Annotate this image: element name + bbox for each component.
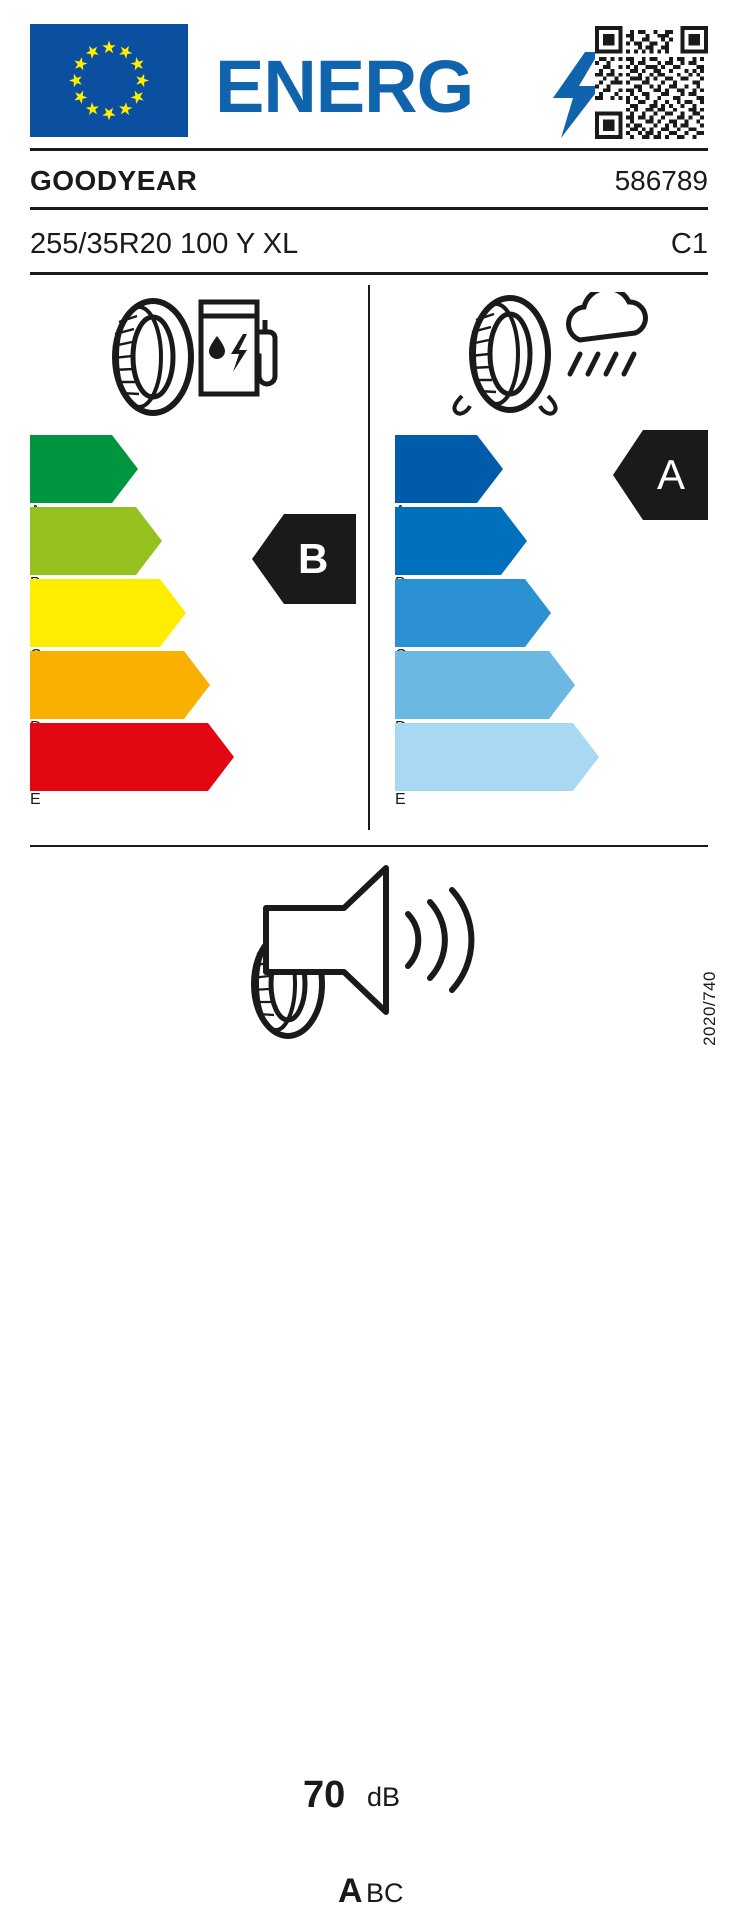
qr-code-icon — [595, 26, 708, 139]
wet-grade-scale — [395, 435, 599, 808]
vertical-divider — [368, 285, 370, 830]
grade-row — [30, 507, 234, 575]
brand-name: GOODYEAR — [30, 165, 198, 196]
noise-section — [0, 862, 738, 1910]
divider-noise — [30, 845, 708, 847]
divider-brand — [30, 207, 708, 210]
tyre-class: C1 — [670, 228, 708, 260]
tyre-water-icon — [454, 298, 555, 414]
grade-row — [30, 723, 234, 808]
grade-letter: E — [395, 791, 406, 808]
grade-row — [30, 435, 234, 503]
noise-unit: dB — [367, 1782, 401, 1812]
fuel-rating-marker — [252, 514, 356, 604]
grade-row — [30, 579, 234, 647]
regulation-reference: 2020/740 — [700, 971, 719, 1046]
fuel-rating-letter: B — [298, 535, 329, 582]
noise-class-rest: BC — [366, 1878, 404, 1908]
tyre-icon — [113, 301, 191, 413]
tyre-size-designation: 255/35R20 100 Y XL — [30, 228, 299, 260]
divider-size — [30, 272, 708, 275]
noise-class-active: A — [338, 1872, 363, 1910]
rain-cloud-icon — [569, 292, 646, 374]
grade-row — [395, 435, 599, 503]
fuel-grade-scale — [30, 435, 234, 808]
wet-grip-pictogram — [448, 292, 663, 429]
noise-value: 70 — [303, 1774, 346, 1816]
grade-row — [395, 723, 599, 808]
energy-wordmark: ENERG — [215, 45, 474, 128]
grade-row — [395, 651, 599, 719]
grade-row — [395, 579, 599, 647]
wet-rating-letter: A — [657, 451, 686, 498]
fuel-efficiency-pictogram — [95, 292, 285, 427]
wet-rating-marker — [613, 430, 708, 520]
divider-top — [30, 148, 708, 151]
eu-flag-icon — [30, 24, 188, 137]
grade-row — [395, 507, 599, 575]
grade-row — [30, 651, 234, 719]
noise-pictogram — [236, 862, 506, 1062]
grade-letter: E — [30, 791, 41, 808]
label-header — [30, 24, 708, 142]
tyre-type-code: 586789 — [614, 165, 708, 196]
